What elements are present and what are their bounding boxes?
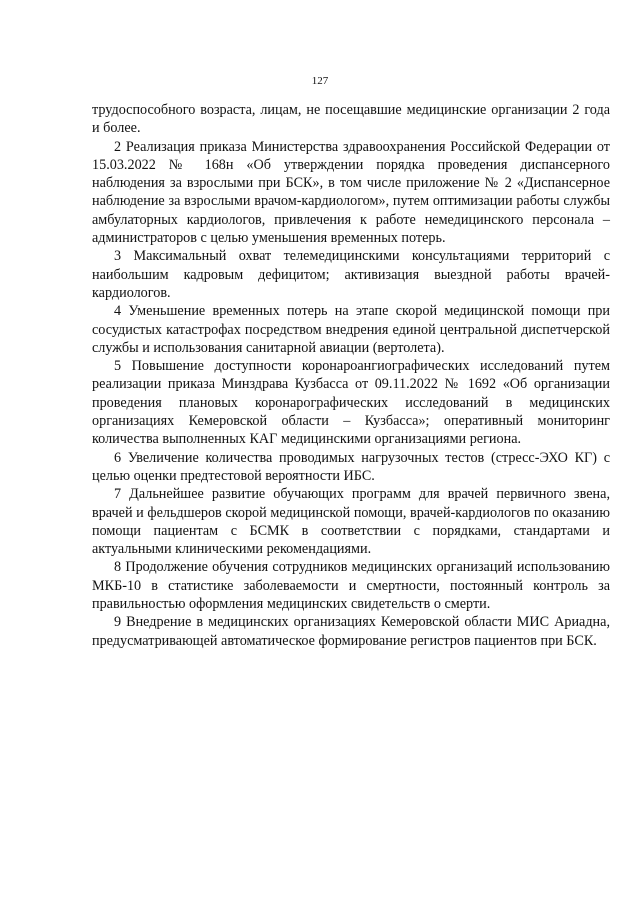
paragraph-item-3: 3 Максимальный охват телемедицинскими консультациями территорий с наибольшим кадровым дефицитом; активизация выездной работы врачей-кардиологов. bbox=[92, 248, 610, 301]
paragraph-item-8: 8 Продолжение обучения сотрудников медицинских организаций использованию МКБ-10 в статистике заболеваемости и смертности, постоянный контроль за правильностью оформления медицинских свидетельств о смерти. bbox=[92, 559, 610, 613]
paragraph-item-2: 2 Реализация приказа Министерства здравоохранения Российской Федерации от 15.03.2022 № 168н «Об утверждении порядка проведения диспансерного наблюдения за взрослыми при БСК», в том числе приложение № 2 «Диспансерное наблюдение за взрослыми врачом-кардиологом», путем оптимизации работы службы амбулаторных кардиологов, привлечения к работе немедицинского персонала – администраторов с целью уменьшения временных потерь. bbox=[92, 138, 610, 247]
paragraph-item-5: 5 Повышение доступности коронароангиографических исследований путем реализации приказа Минздрава Кузбасса от 09.11.2022 № 1692 «Об организации проведения плановых коронарографических исследований в медицинских организациях Кемеровской области – Кузбасса»; оперативный мониторинг количества выполненных КАГ медицинскими организациями региона. bbox=[92, 358, 610, 448]
paragraph-continuation: трудоспособного возраста, лицам, не посещавшие медицинские организации 2 года и более. bbox=[92, 102, 610, 137]
document-body bbox=[92, 101, 610, 650]
page-number: 127 bbox=[311, 75, 329, 87]
paragraph-item-4: 4 Уменьшение временных потерь на этапе скорой медицинской помощи при сосудистых катастрофах посредством внедрения единой центральной диспетчерской службы и использования санитарной авиации (вертолета). bbox=[92, 303, 610, 356]
paragraph-item-6: 6 Увеличение количества проводимых нагрузочных тестов (стресс-ЭХО КГ) с целью оценки предтестовой вероятности ИБС. bbox=[92, 449, 610, 484]
paragraph-item-9: 9 Внедрение в медицинских организациях Кемеровской области МИС Ариадна, предусматривающей автоматическое формирование регистров пациентов при БСК. bbox=[92, 614, 610, 649]
paragraph-item-7: 7 Дальнейшее развитие обучающих программ для врачей первичного звена, врачей и фельдшеров скорой медицинской помощи, врачей-кардиологов по оказанию помощи пациентам с БСМК в соответствии с порядками, стандартами и актуальными клиническими рекомендациями. bbox=[92, 486, 610, 558]
